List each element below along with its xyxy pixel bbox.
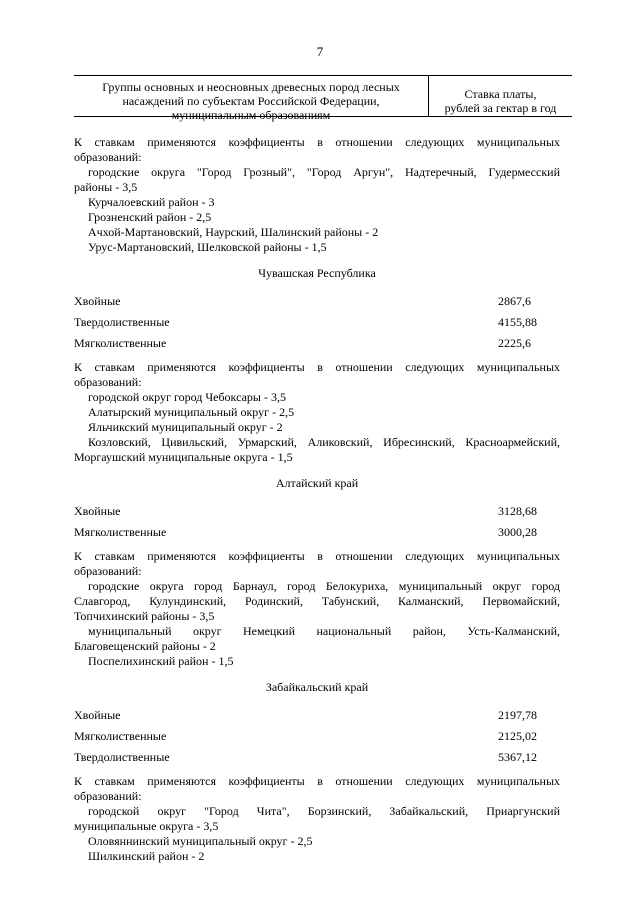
paragraph: К ставкам применяются коэффициенты в отношении следующих муниципальных bbox=[74, 135, 560, 149]
rate-value: 2867,6 bbox=[498, 294, 531, 308]
coefficient-item: районы - 3,5 bbox=[74, 180, 138, 194]
coefficient-item: Оловяннинский муниципальный округ - 2,5 bbox=[88, 834, 313, 848]
region-title: Чувашская Республика bbox=[258, 266, 376, 280]
coefficient-item: Курчалоевский район - 3 bbox=[88, 195, 215, 209]
coefficient-item: городские округа "Город Грозный", "Город Аргун", Надтеречный, Гудермесский bbox=[88, 165, 560, 179]
paragraph: образований: bbox=[74, 150, 142, 164]
header-text: рублей за гектар в год bbox=[444, 101, 557, 115]
rate-row bbox=[74, 522, 560, 543]
species-group: Твердолиственные bbox=[74, 750, 170, 764]
paragraph: К ставкам применяются коэффициенты в отношении следующих муниципальных bbox=[74, 360, 560, 374]
rate-row bbox=[74, 747, 560, 768]
coefficient-item: муниципальный округ Немецкий национальный район, Усть-Калманский, bbox=[88, 624, 560, 638]
rate-value: 3000,28 bbox=[498, 525, 537, 539]
coefficient-item: Козловский, Цивильский, Урмарский, Аликовский, Ибресинский, Красноармейский, bbox=[88, 435, 560, 449]
coefficient-item: Моргаушский муниципальные округа - 1,5 bbox=[74, 450, 293, 464]
coefficient-item: Урус-Мартановский, Шелковской районы - 1,5 bbox=[88, 240, 327, 254]
coefficients-block bbox=[74, 774, 560, 864]
region-title: Забайкальский край bbox=[265, 680, 369, 694]
coefficient-item: Славгород, Кулундинский, Родинский, Табунский, Калманский, Первомайский, bbox=[74, 594, 560, 608]
coefficients-block bbox=[74, 549, 560, 669]
rate-value: 4155,88 bbox=[498, 315, 537, 329]
coefficient-item: городские округа город Барнаул, город Белокуриха, муниципальный округ город bbox=[88, 579, 560, 593]
header-groups-column bbox=[74, 76, 429, 122]
rate-value: 5367,12 bbox=[498, 750, 537, 764]
species-group: Мягколиственные bbox=[74, 336, 167, 350]
coefficient-item: Топчихинский районы - 3,5 bbox=[74, 609, 215, 623]
document-body bbox=[74, 135, 560, 864]
rate-row bbox=[74, 291, 560, 312]
paragraph: образований: bbox=[74, 564, 142, 578]
rate-row bbox=[74, 312, 560, 333]
species-group: Мягколиственные bbox=[74, 525, 167, 539]
region-title: Алтайский край bbox=[275, 476, 359, 490]
paragraph: К ставкам применяются коэффициенты в отношении следующих муниципальных bbox=[74, 774, 560, 788]
rate-value: 2225,6 bbox=[498, 336, 531, 350]
coefficients-block bbox=[74, 360, 560, 465]
coefficient-item: Грозненский район - 2,5 bbox=[88, 210, 212, 224]
species-group: Твердолиственные bbox=[74, 315, 170, 329]
rate-value: 2125,02 bbox=[498, 729, 537, 743]
species-group: Хвойные bbox=[74, 294, 121, 308]
species-group: Хвойные bbox=[74, 504, 121, 518]
header-rate-column bbox=[429, 76, 572, 116]
rate-row bbox=[74, 501, 560, 522]
rate-row bbox=[74, 333, 560, 354]
rate-value: 2197,78 bbox=[498, 708, 537, 722]
species-group: Мягколиственные bbox=[74, 729, 167, 743]
coefficient-item: городской округ город Чебоксары - 3,5 bbox=[88, 390, 286, 404]
header-text: муниципальным образованиям bbox=[171, 108, 331, 122]
coefficient-item: Алатырский муниципальный округ - 2,5 bbox=[88, 405, 295, 419]
coefficient-item: муниципальные округа - 3,5 bbox=[74, 819, 219, 833]
coefficient-item: Поспелихинский район - 1,5 bbox=[88, 654, 234, 668]
species-group: Хвойные bbox=[74, 708, 121, 722]
coefficient-item: Яльчикский муниципальный округ - 2 bbox=[88, 420, 283, 434]
rate-row bbox=[74, 726, 560, 747]
paragraph: образований: bbox=[74, 375, 142, 389]
coefficient-item: Благовещенский районы - 2 bbox=[74, 639, 216, 653]
table-header bbox=[74, 75, 572, 122]
header-text: насаждений по субъектам Российской Федерации, bbox=[122, 94, 380, 108]
coefficients-block bbox=[74, 135, 560, 255]
header-text: Группы основных и неосновных древесных пород лесных bbox=[102, 80, 400, 94]
page-number: 7 bbox=[316, 44, 324, 59]
coefficient-item: городской округ "Город Чита", Борзинский, Забайкальский, Приаргунский bbox=[88, 804, 560, 818]
coefficient-item: Шилкинский район - 2 bbox=[88, 849, 205, 863]
coefficient-item: Ачхой-Мартановский, Наурский, Шалинский районы - 2 bbox=[88, 225, 379, 239]
paragraph: образований: bbox=[74, 789, 142, 803]
header-text: Ставка платы, bbox=[464, 87, 537, 101]
rate-row bbox=[74, 705, 560, 726]
paragraph: К ставкам применяются коэффициенты в отношении следующих муниципальных bbox=[74, 549, 560, 563]
rate-value: 3128,68 bbox=[498, 504, 537, 518]
